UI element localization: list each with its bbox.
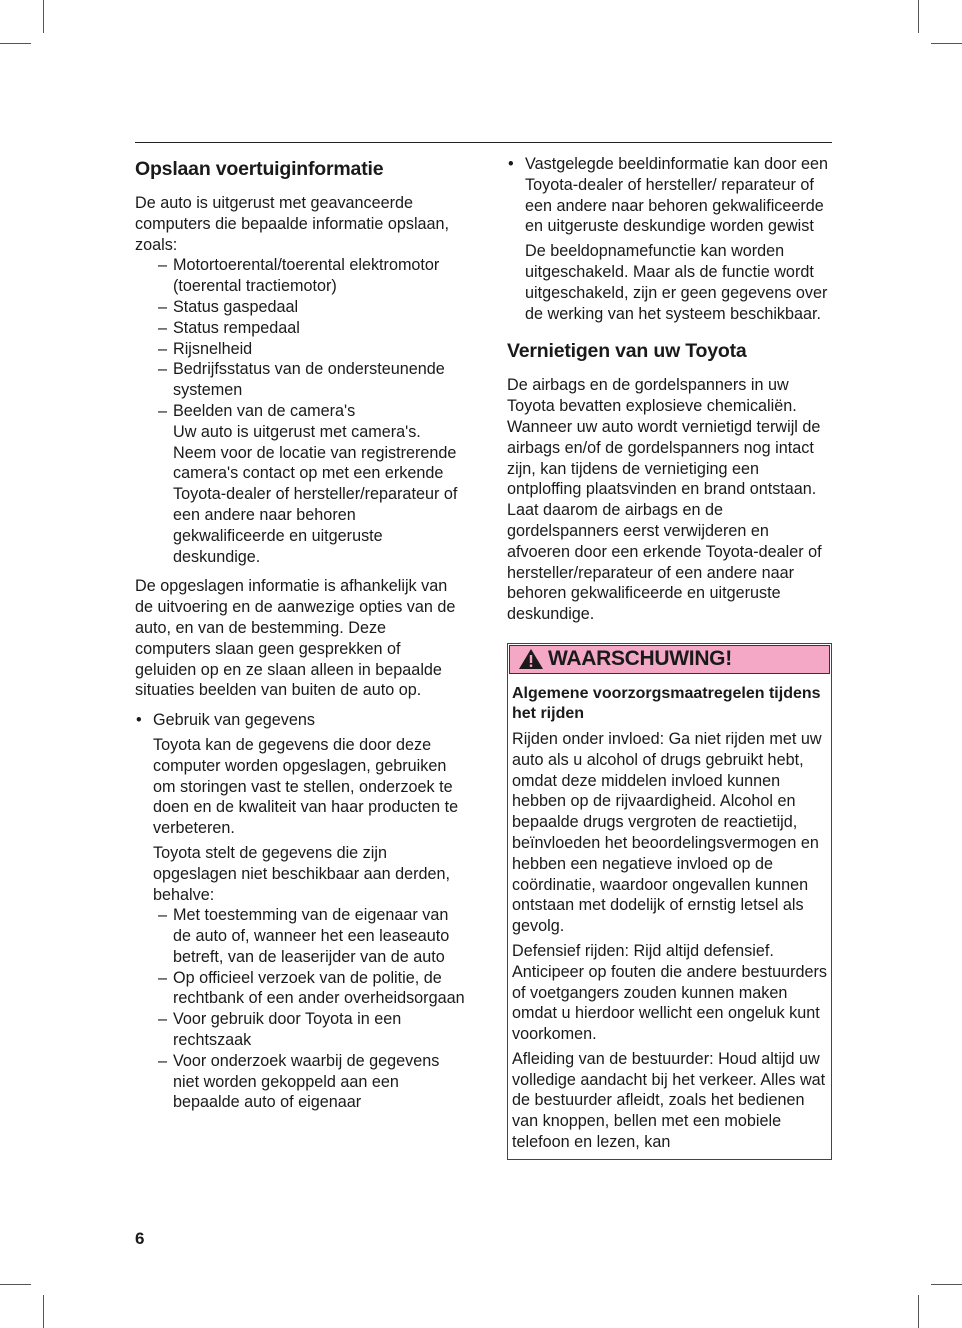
list-item: – Status rempedaal [158,318,300,337]
list-item: – Beelden van de camera's Uw auto is uitgerust met camera's. Neem voor de locatie van registrerende camera's contact op met een erkende Toyota-dealer of hersteller/reparateur of een andere naar behoren gekwalificeerde en uitgeruste deskundige. [158,401,458,566]
dash-marker: – [158,360,168,379]
list-item: – Status gaspedaal [158,297,299,316]
dash-marker: – [158,339,168,358]
crop-mark [918,0,919,33]
section-title-storage: Opslaan voertuiginformatie [135,158,384,180]
warning-header [509,645,830,674]
dash-marker: – [158,318,168,337]
dash-marker: – [158,968,168,987]
bullet-title: Gebruik van gegevens [153,711,315,730]
disposal-paragraph: De airbags en de gordelspanners in uw Toyota bevatten explosieve chemicaliën. Wanneer uw auto wordt vernietigd terwijl de airbags en/of de gordelspanners nog intact zijn, kan tijdens de vernietiging een ontploffing plaatsvinden en brand ontstaan. Laat daarom de airbags en de gordelspanners eerst verwijderen en afvoeren door een erkende Toyota-dealer of hersteller/reparateur of een andere naar behoren gekwalificeerde en uitgeruste deskundige. [507,376,822,624]
crop-mark [918,1295,919,1328]
stored-data-list [135,255,465,567]
bullet-marker: • [136,711,142,730]
list-item: – Met toestemming van de eigenaar van de auto of, wanneer het een leaseauto betreft, van de leaserijder van de auto [158,906,450,966]
bullet-paragraph: Toyota stelt de gegevens die zijn opgeslagen niet beschikbaar aan derden, behalve: [153,843,450,904]
list-item: – Rijsnelheid [158,339,253,358]
warning-paragraph: Afleiding van de bestuurder: Houd altijd uw volledige aandacht bij het verkeer. Alles wat de bestuurder afleidt, zoals het bedienen van knoppen, bellen met een mobiele telefoon en lezen, kan [512,1049,826,1152]
stored-info-paragraph: De opgeslagen informatie is afhankelijk van de uitvoering en de aanwezige opties van de auto, en van de bestemming. Deze computers slaan geen gesprekken of geluiden op en ze slaan alleen in bepaalde situaties beelden van buiten de auto op. [135,577,456,700]
warning-paragraph: Defensief rijden: Rijd altijd defensief. Anticipeer op fouten die andere bestuurders of voetgangers zouden kunnen maken omdat u hierdoor wellicht een ongeluk kunt voorkomen. [512,941,827,1044]
bullet-image-info [507,154,832,324]
warning-heading: Algemene voorzorgsmaatregelen tijdens het rijden [512,684,821,723]
warning-label: WAARSCHUWING! [548,647,732,671]
bullet-paragraph: De beeldopnamefunctie kan worden uitgeschakeld. Maar als de functie wordt uitgeschakeld, zijn er geen gegevens over de werking van het systeem beschikbaar. [525,242,828,323]
crop-mark [0,1284,31,1285]
intro-paragraph: De auto is uitgerust met geavanceerde computers die bepaalde informatie opslaan, zoals: [135,194,450,254]
list-item: – Bedrijfsstatus van de ondersteunende systemen [158,360,445,400]
warning-box [507,643,832,1160]
top-rule [135,142,832,143]
crop-mark [43,1295,44,1328]
section-title-disposal: Vernietigen van uw Toyota [507,340,747,363]
warning-icon [518,648,544,670]
list-item: – Voor onderzoek waarbij de gegevens niet worden gekoppeld aan een bepaalde auto of eigenaar [158,1051,440,1112]
dash-marker: – [158,1010,168,1029]
crop-mark [0,43,31,44]
right-column [507,154,832,1160]
exceptions-list [153,905,465,1113]
warning-body [508,675,831,1159]
page-number: 6 [135,1229,145,1248]
bullet-marker: • [508,155,514,173]
warning-paragraph: Rijden onder invloed: Ga niet rijden met uw auto als u alcohol of drugs gebruikt hebt, omdat deze middelen invloed kunnen hebben op de rijvaardigheid. Alcohol en bepaalde drugs vergroten de reactietijd, beïnvloeden het beoordelingsvermogen en hebben een negatieve invloed op de coördinatie, waardoor ongevallen kunnen ontstaan met dodelijk of ernstig letsel als gevolg. [512,729,822,936]
crop-mark [931,43,962,44]
bullet-paragraph: Vastgelegde beeldinformatie kan door een Toyota-dealer of hersteller/ reparateur of een andere naar behoren gekwalificeerde en uitgeruste deskundige worden gewist [525,155,828,236]
bullet-data-usage [135,710,465,1113]
list-item: – Motortoerental/toerental elektromotor (toerental tractiemotor) [158,256,440,296]
crop-mark [43,0,44,33]
list-item: – Voor gebruik door Toyota in een rechtszaak [158,1010,402,1050]
bullet-paragraph: Toyota kan de gegevens die door deze computer worden opgeslagen, gebruiken om storingen vast te stellen, onderzoek te doen en de kwaliteit van haar producten te verbeteren. [153,735,459,838]
dash-marker: – [158,1051,168,1070]
left-column [135,154,465,1113]
dash-marker: – [158,297,168,316]
dash-marker: – [158,906,168,925]
dash-marker: – [158,401,168,420]
crop-mark [931,1284,962,1285]
dash-marker: – [158,256,168,275]
list-item: – Op officieel verzoek van de politie, de rechtbank of een ander overheidsorgaan [158,968,465,1008]
